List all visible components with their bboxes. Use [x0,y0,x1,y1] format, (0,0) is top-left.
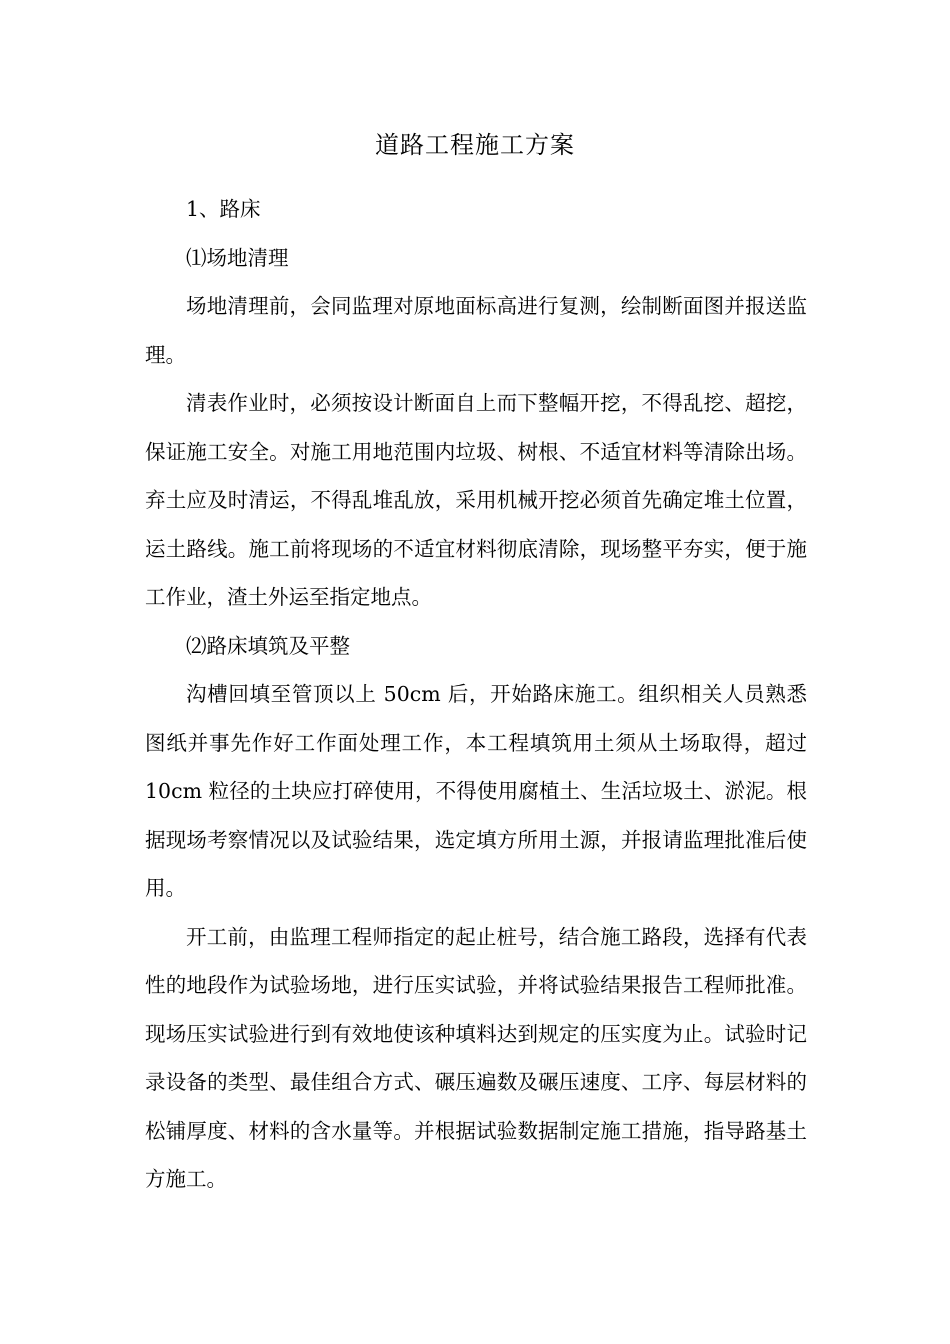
paragraph-compaction-test: 开工前，由监理工程师指定的起止桩号，结合施工路段，选择有代表性的地段作为试验场地，进行压实试验，并将试验结果报告工程师批准。现场压实试验进行到有效地使该种填料达到规定的压实度为止。试验时记录设备的类型、最佳组合方式、碾压遍数及碾压速度、工序、每层材料的松铺厚度、材料的含水量等。并根据试验数据制定施工措施，指导路基土方施工。 [145,924,807,1191]
document-title: 道路工程施工方案 [375,131,575,159]
subsection-heading-roadbed-filling: ⑵路床填筑及平整 [186,633,350,658]
section-heading-roadbed: 1、路床 [186,197,261,221]
paragraph-backfill: 沟槽回填至管顶以上 50cm 后，开始路床施工。组织相关人员熟悉图纸并事先作好工作面处理工作，本工程填筑用土须从土场取得，超过 10cm 粒径的土块应打碎使用，不得使用腐植土、生活垃圾土、淤泥。根据现场考察情况以及试验结果，选定填方所用土源，并报请监理批准后使用。 [145,682,807,900]
paragraph-site-survey: 场地清理前，会同监理对原地面标高进行复测，绘制断面图并报送监理。 [145,294,807,367]
paragraph-clearing-work: 清表作业时，必须按设计断面自上而下整幅开挖，不得乱挖、超挖，保证施工安全。对施工用地范围内垃圾、树根、不适宜材料等清除出场。弃土应及时清运，不得乱堆乱放，采用机械开挖必须首先确定堆土位置，运土路线。施工前将现场的不适宜材料彻底清除，现场整平夯实，便于施工作业，渣土外运至指定地点。 [145,391,807,609]
document-body [145,185,807,1204]
subsection-heading-site-clearing: ⑴场地清理 [186,245,289,270]
